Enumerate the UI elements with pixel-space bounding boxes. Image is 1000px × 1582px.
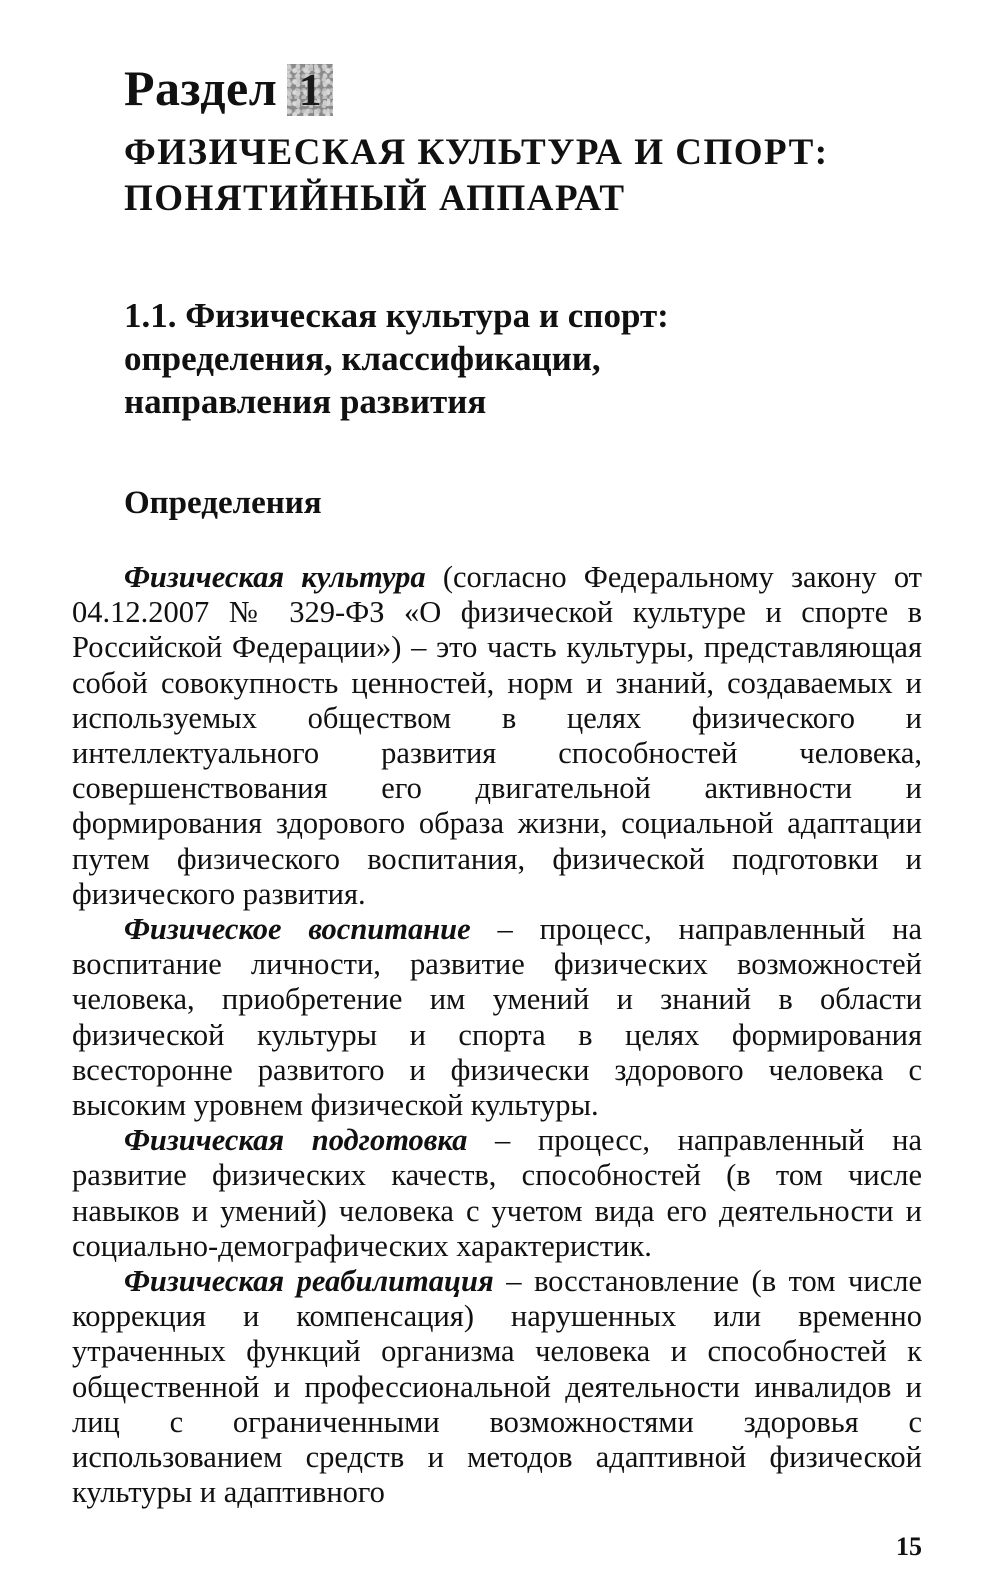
section-title-line-2: ПОНЯТИЙНЫЙ АППАРАТ bbox=[124, 178, 626, 219]
section-label: Раздел bbox=[124, 60, 278, 116]
subsection-title-line-3: направления развития bbox=[124, 382, 487, 421]
page-number: 15 bbox=[896, 1532, 922, 1561]
definition-text: – процесс, направленный на развитие физических качеств, способностей (в том числе навыков и умений) человека с учетом вида его деятельности и социально-демографических характеристик. bbox=[72, 1123, 922, 1263]
section-heading bbox=[124, 58, 333, 118]
paragraph-physical-training bbox=[72, 1123, 922, 1264]
definition-text: (согласно Федеральному закону от 04.12.2007 № 329-ФЗ «О физической культуре и спорте в Российской Федерации») – это часть культуры, представляющая собой совокупность ценностей, норм и знаний, создаваемых и используемых обществом в целях физического и интеллектуального развития способностей человека, совершенствования его двигательной активности и формирования здорового образа жизни, социальной адаптации путем физического воспитания, физической подготовки и физического развития. bbox=[72, 560, 923, 911]
definitions-heading: Определения bbox=[124, 485, 322, 521]
body-text bbox=[72, 560, 922, 1510]
section-title-line-1: ФИЗИЧЕСКАЯ КУЛЬТУРА И СПОРТ: bbox=[124, 132, 829, 173]
subsection-title-line-2: определения, классификации, bbox=[124, 339, 601, 378]
paragraph-physical-rehabilitation bbox=[72, 1264, 922, 1510]
section-number-badge: 1 bbox=[287, 64, 333, 116]
paragraph-physical-education bbox=[72, 912, 922, 1123]
term-physical-training: Физическая подготовка bbox=[124, 1123, 468, 1158]
paragraph-physical-culture bbox=[72, 560, 922, 912]
term-physical-culture: Физическая культура bbox=[124, 560, 426, 594]
definition-text: – восстановление (в том числе коррекция и компенсация) нарушенных или временно утраченных функций организма человека и способностей к общественной и профессиональной деятельности инвалидов и лиц с ограниченными возможностями здоровья с использованием средств и методов адаптивной физической культуры и адаптивного bbox=[72, 1264, 923, 1510]
subsection-title bbox=[124, 294, 944, 423]
subsection-title-line-1: 1.1. Физическая культура и спорт: bbox=[124, 296, 669, 335]
term-physical-education: Физическое воспитание bbox=[124, 912, 471, 947]
term-physical-rehabilitation: Физическая реабилитация bbox=[124, 1264, 494, 1299]
definition-text: – процесс, направленный на воспитание личности, развитие физических возможностей человека, приобретение им умений и знаний в области физической культуры и спорта в целях формирования всесторонне развитого и физически здорового человека с высоким уровнем физической культуры. bbox=[72, 912, 922, 1123]
section-title bbox=[124, 130, 924, 222]
